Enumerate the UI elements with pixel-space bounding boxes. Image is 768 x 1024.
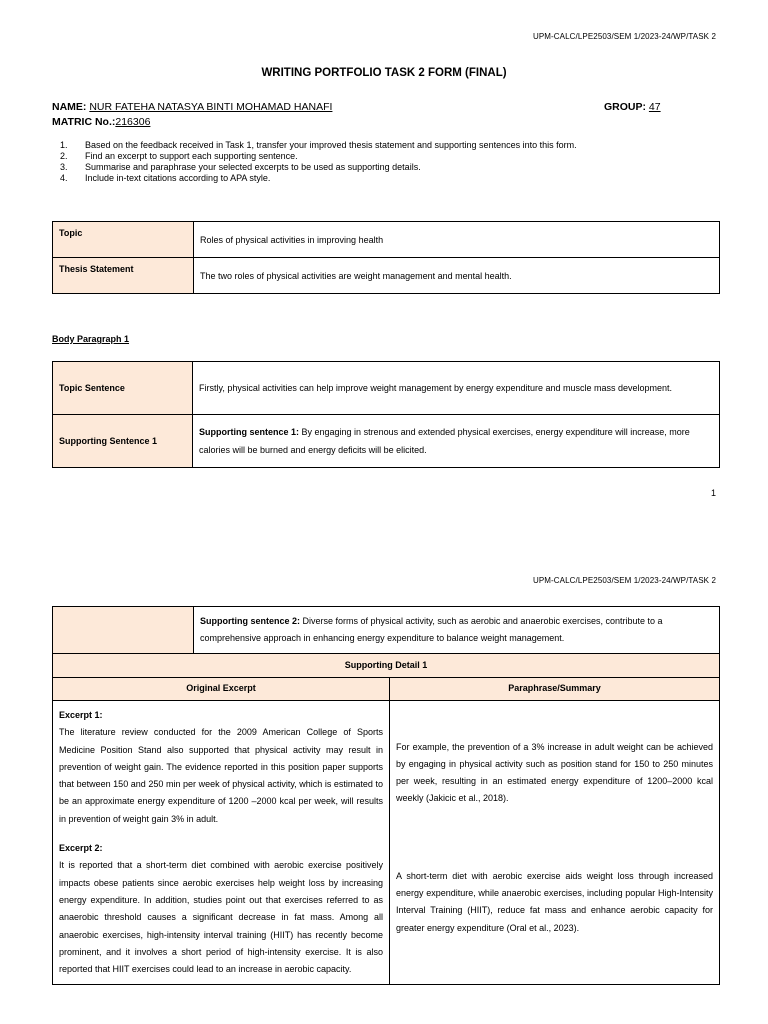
topic-sentence-value: Firstly, physical activities can help improve weight management by energy expenditure and muscle mass development.: [193, 362, 720, 415]
supporting-sentence-2-value: [194, 607, 720, 654]
group-row: [604, 101, 661, 113]
original-excerpt-cell: [53, 701, 390, 985]
table-row: [53, 701, 720, 985]
excerpt-2-text: It is reported that a short-term diet combined with aerobic exercise positively impacts obese patients since aerobic exercises help weight loss by increasing energy expenditure. In addition, studies point out that exercises referred to as anaerobic threshold causes a significant decrease in fat mass. Among all anaerobic exercises, high-intensity interval training (HIIT) has recently become prominent, and it involves a short period of high-intensity exercise. It is also reported that HIIT exercises could lead to an increase in aerobic capacity.: [59, 860, 383, 975]
header-code: UPM-CALC/LPE2503/SEM 1/2023-24/WP/TASK 2: [532, 576, 716, 585]
excerpt-2-title: Excerpt 2:: [59, 843, 103, 854]
thesis-label: Thesis Statement: [53, 258, 194, 294]
matric-label: MATRIC No.:: [52, 116, 116, 128]
supporting-sentence-1-prefix: Supporting sentence 1:: [199, 427, 300, 437]
paraphrase-header: Paraphrase/Summary: [390, 678, 720, 701]
supporting-sentence-1-value: [193, 415, 720, 468]
supporting-sentence-2-label-cell: [53, 607, 194, 654]
paraphrase-cell: [390, 701, 720, 985]
topic-thesis-table: [52, 221, 720, 294]
body-paragraph-heading: Body Paragraph 1: [52, 334, 130, 344]
supporting-sentence-1-label: Supporting Sentence 1: [53, 415, 193, 468]
instruction-item: 3. Summarise and paraphrase your selected excerpts to be used as supporting details.: [70, 162, 730, 173]
document-page-2: [0, 560, 768, 1024]
table-row: [53, 222, 720, 258]
table-row: [53, 258, 720, 294]
name-value: NUR FATEHA NATASYA BINTI MOHAMAD HANAFI: [89, 101, 333, 113]
name-row: [52, 101, 332, 113]
topic-label: Topic: [53, 222, 194, 258]
supporting-detail-table: [52, 606, 720, 985]
table-row: [53, 362, 720, 415]
matric-row: [52, 116, 150, 128]
thesis-value: The two roles of physical activities are weight management and mental health.: [194, 258, 720, 294]
topic-sentence-label: Topic Sentence: [53, 362, 193, 415]
table-row: [53, 654, 720, 678]
paraphrase-1: For example, the prevention of a 3% increase in adult weight can be achieved by engaging in physical activity such as position stand for 150 to 250 minutes per week, resulting in an estimated energy expenditure of 1200–2000 kcal weekly (Jakicic et al., 2018).: [396, 741, 714, 804]
instruction-item: 2. Find an excerpt to support each supporting sentence.: [70, 151, 730, 162]
instruction-item: 1. Based on the feedback received in Task 1, transfer your improved thesis statement and supporting sentences into this form.: [70, 140, 730, 151]
original-excerpt-header: Original Excerpt: [53, 678, 390, 701]
supporting-detail-heading: Supporting Detail 1: [53, 654, 720, 678]
table-row: [53, 678, 720, 701]
supporting-sentence-1-text: By engaging in strenous and extended physical exercises, energy expenditure will increase, more calories will be burned and energy deficits will be elicited.: [199, 427, 690, 455]
paraphrase-2: A short-term diet with aerobic exercise aids weight loss through increased energy expenditure, while anaerobic exercises, including popular High-Intensity Interval Training (HIIT), reduce fat mass and enhance aerobic capacity for greater energy expenditure (Oral et al., 2023).: [396, 870, 714, 933]
table-row: [53, 607, 720, 654]
supporting-sentence-2-prefix: Supporting sentence 2:: [200, 615, 301, 626]
group-label: GROUP:: [604, 101, 646, 113]
table-row: [53, 415, 720, 468]
supporting-sentence-2-text: Diverse forms of physical activity, such as aerobic and anaerobic exercises, contribute to a comprehensive approach in enhancing energy expenditure to balance weight management.: [200, 615, 663, 643]
page-gap: [0, 520, 768, 560]
name-label: NAME:: [52, 101, 87, 113]
topic-value: Roles of physical activities in improving health: [194, 222, 720, 258]
page-title: WRITING PORTFOLIO TASK 2 FORM (FINAL): [261, 67, 507, 79]
excerpt-1-text: The literature review conducted for the 2009 American College of Sports Medicine Position Stand also supported that physical activity may result in prevention of weight gain. The evidence reported in this position paper supports that between 150 and 250 min per week of physical activity, which is estimated to be an approximate energy expenditure of 1200 –2000 kcal per week, will results in prevention of weight gain 3% in adult.: [59, 727, 383, 824]
page-number: 1: [710, 488, 716, 498]
matric-value: 216306: [115, 116, 151, 128]
instructions-list: [52, 140, 730, 184]
header-code: UPM-CALC/LPE2503/SEM 1/2023-24/WP/TASK 2: [532, 32, 716, 41]
excerpt-1-title: Excerpt 1:: [59, 710, 103, 720]
body-paragraph-table: [52, 361, 720, 468]
instruction-item: 4. Include in-text citations according to APA style.: [70, 173, 730, 184]
group-value: 47: [648, 101, 661, 113]
